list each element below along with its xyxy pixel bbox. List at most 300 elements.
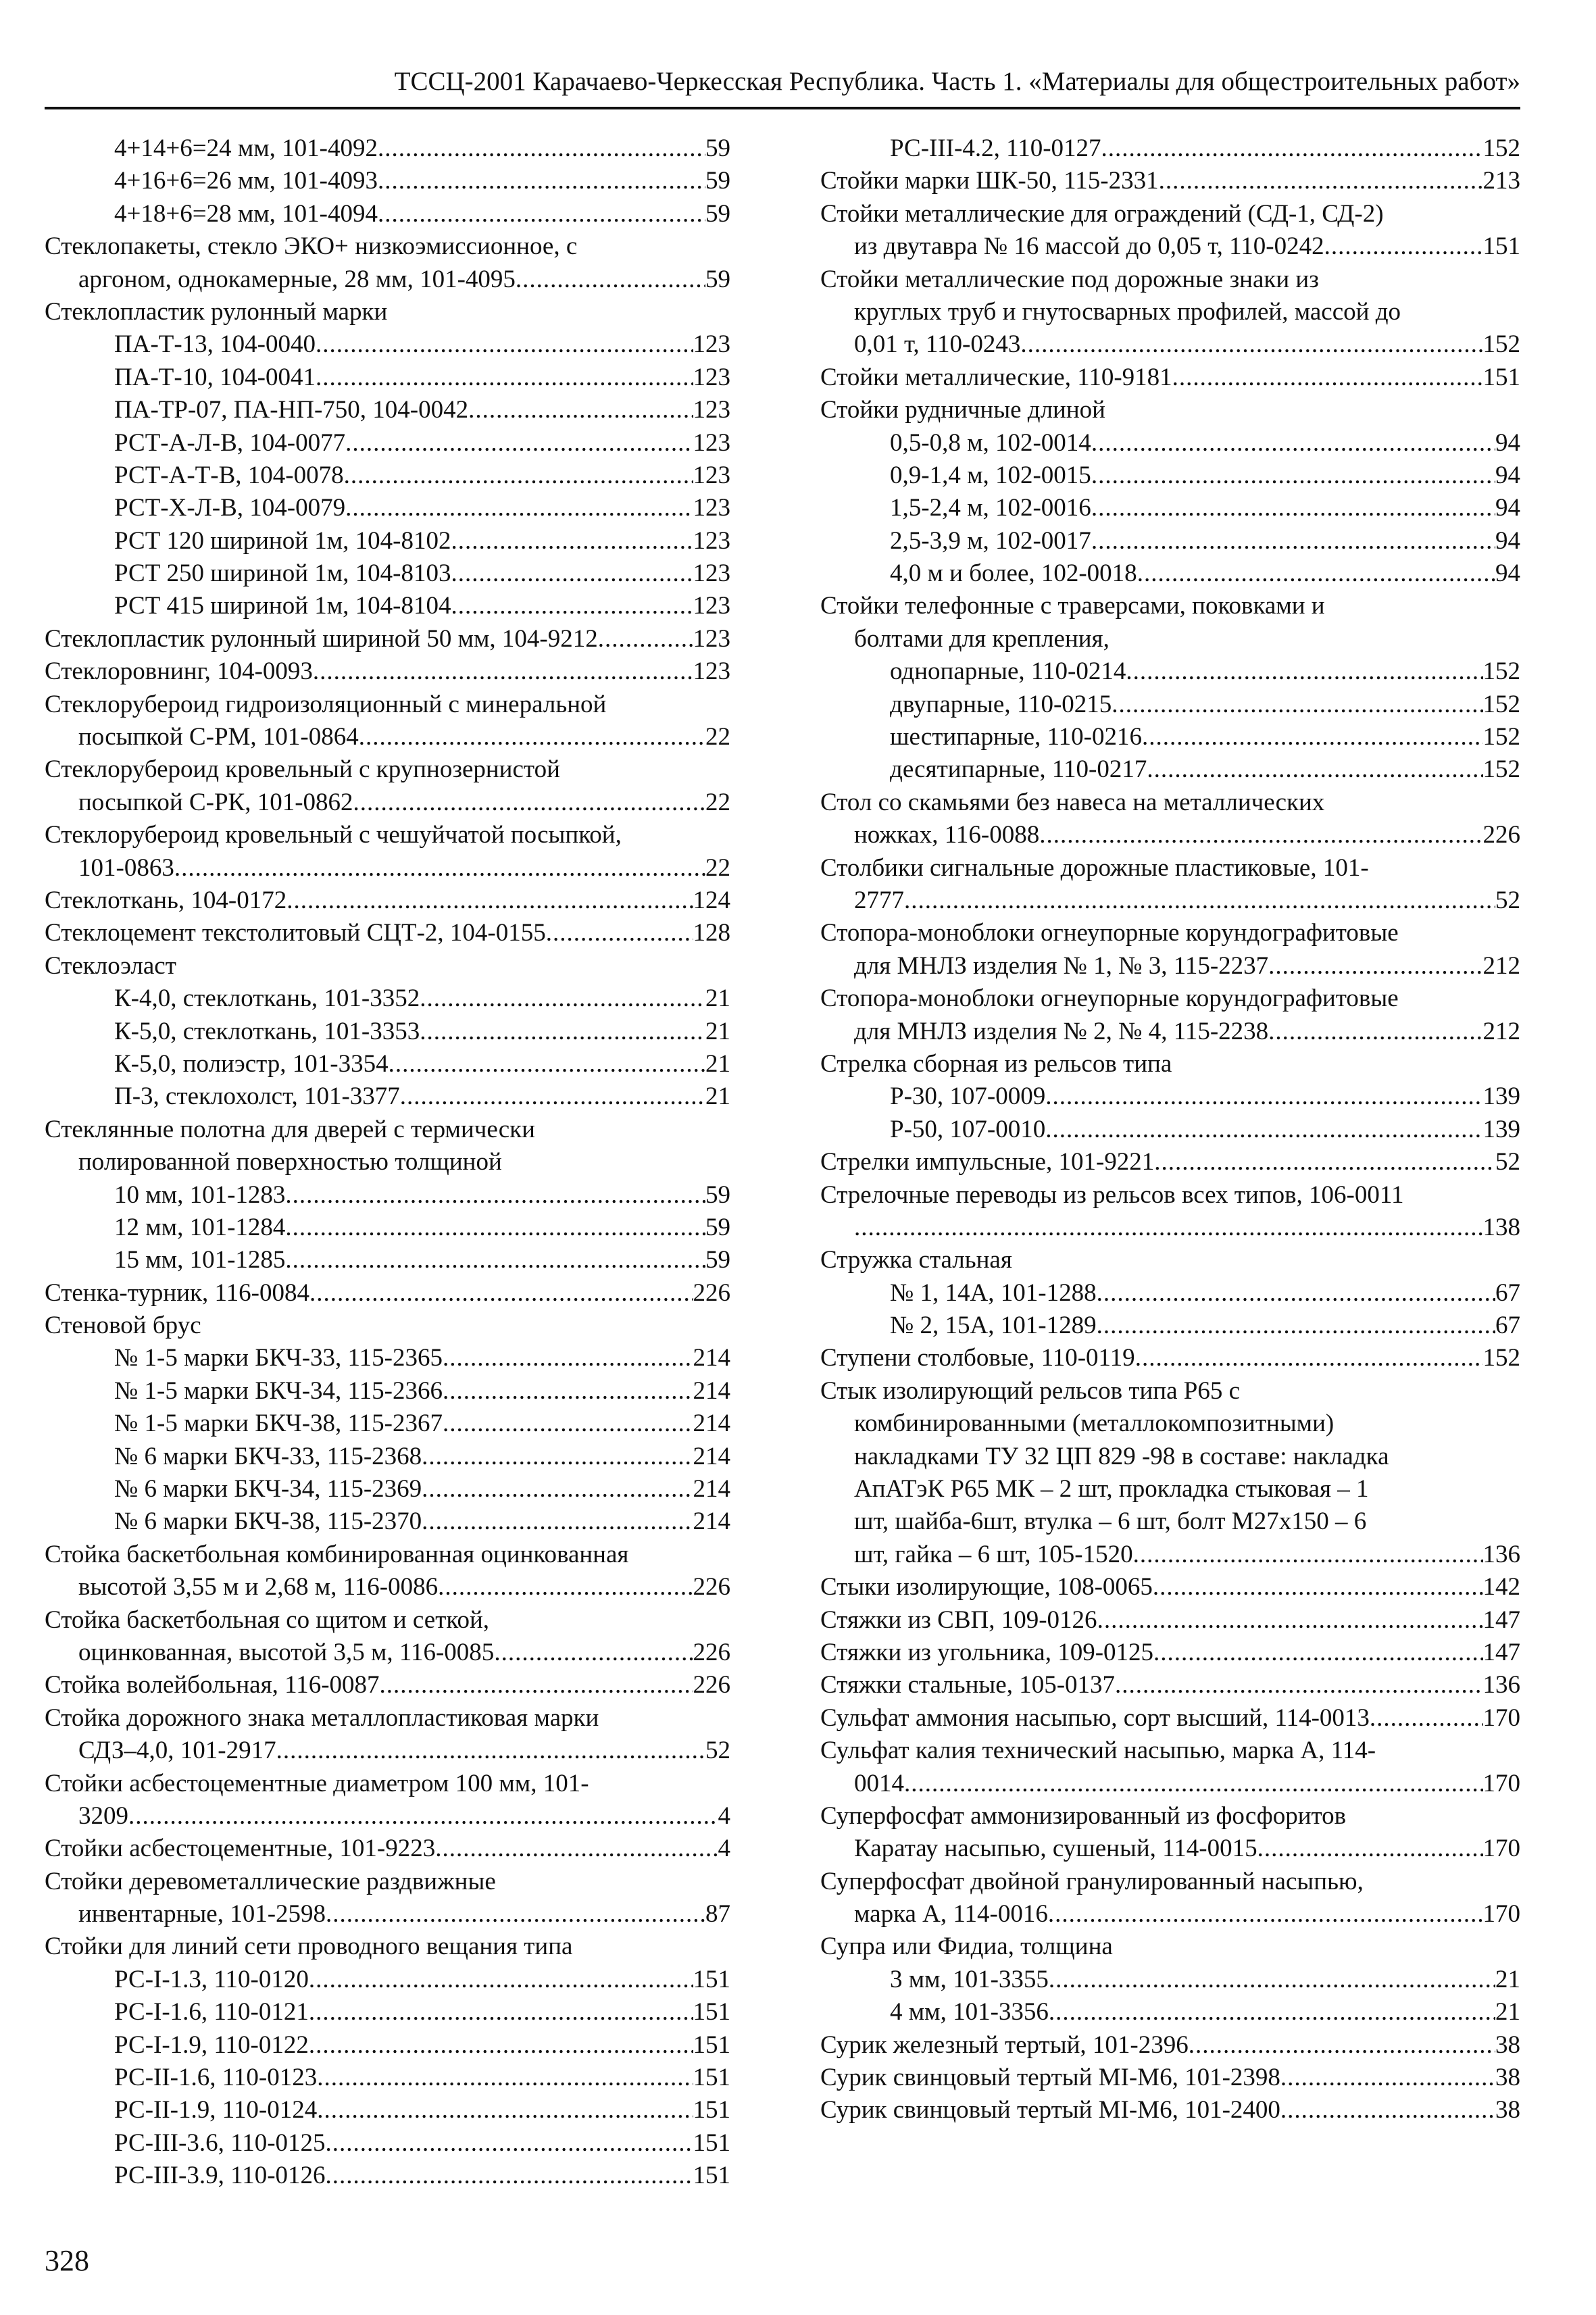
- entry-text: полированной поверхностью толщиной: [78, 1148, 502, 1176]
- index-entry-line: [45, 689, 730, 721]
- index-entry: [45, 1179, 730, 1212]
- index-entry-line: [820, 623, 1520, 655]
- page-ref: 21: [705, 1017, 730, 1045]
- entry-text: ножках, 116-0088: [854, 821, 1040, 849]
- page-ref: 151: [693, 2031, 730, 2059]
- entry-text: Сурик свинцовый тертый МI-М6, 101-2398: [820, 2064, 1280, 2092]
- index-entry-line: [820, 787, 1520, 819]
- page-ref: 22: [705, 788, 730, 816]
- index-entry-line: [820, 1571, 1520, 1603]
- index-entry-line: [45, 1342, 730, 1374]
- index-entry-line: [45, 623, 730, 655]
- page-ref: 151: [693, 2064, 730, 2092]
- page-ref: 123: [693, 363, 730, 391]
- index-entry-line: [820, 296, 1520, 328]
- page-ref: 214: [693, 1508, 730, 1536]
- index-entry: [820, 1571, 1520, 1603]
- index-entry-line: [45, 1735, 730, 1767]
- page-ref: 67: [1495, 1312, 1520, 1340]
- index-entry-line: [820, 1604, 1520, 1637]
- index-entry: [45, 1866, 730, 1931]
- index-entry: [820, 1996, 1520, 2028]
- dot-leader: [345, 492, 693, 524]
- dot-leader: [1101, 132, 1483, 165]
- dot-leader: [854, 1212, 1483, 1244]
- entry-text: Стеклоцемент текстолитовый СЦТ-2, 104-0155: [45, 919, 546, 947]
- index-entry: [45, 132, 730, 165]
- index-entry-line: [820, 362, 1520, 394]
- dot-leader: [1091, 525, 1495, 557]
- index-entry-line: [45, 2062, 730, 2094]
- index-entry: [45, 623, 730, 655]
- entry-text: Стойки асбестоцементные, 101-9223: [45, 1835, 436, 1863]
- index-entry: [820, 557, 1520, 590]
- index-entry-line: [45, 459, 730, 492]
- entry-text: Сурик железный тертый, 101-2396: [820, 2031, 1189, 2059]
- dot-leader: [1135, 1342, 1483, 1374]
- index-entry: [820, 1637, 1520, 1669]
- page-ref: 128: [693, 919, 730, 947]
- index-entry: [45, 362, 730, 394]
- entry-text: № 1-5 марки БКЧ-34, 115-2366: [114, 1376, 443, 1405]
- entry-text: Стеклопластик рулонный шириной 50 мм, 104-9212: [45, 624, 598, 653]
- index-entry: [45, 1505, 730, 1538]
- entry-text: Стрелочные переводы из рельсов всех типов, 106-0011: [820, 1180, 1404, 1209]
- dot-leader: [174, 852, 705, 885]
- index-entry-line: [820, 230, 1520, 263]
- index-entry-line: [820, 492, 1520, 524]
- dot-leader: [468, 394, 693, 426]
- index-entry-line: [45, 852, 730, 885]
- page-ref: 21: [705, 985, 730, 1013]
- entry-text: № 1, 14А, 101-1288: [890, 1278, 1097, 1307]
- index-entry-line: [45, 2160, 730, 2192]
- index-entry-line: [45, 1800, 730, 1833]
- dot-leader: [516, 264, 705, 296]
- entry-text: 10 мм, 101-1283: [114, 1180, 286, 1209]
- page-ref: 212: [1482, 951, 1520, 980]
- index-entry-line: [820, 394, 1520, 426]
- dot-leader: [420, 1016, 705, 1048]
- index-entry-line: [45, 655, 730, 688]
- index-entry: [820, 1375, 1520, 1571]
- index-entry: [820, 982, 1520, 1048]
- index-entry-line: [45, 427, 730, 459]
- page-ref: 214: [693, 1475, 730, 1503]
- index-entry: [820, 2029, 1520, 2062]
- index-entry-line: [45, 1473, 730, 1505]
- page-ref: 151: [693, 2162, 730, 2190]
- index-entry-line: [45, 721, 730, 753]
- index-entry-line: [45, 198, 730, 230]
- index-entry-line: [45, 1637, 730, 1669]
- index-entry-line: [45, 1179, 730, 1212]
- index-entry: [820, 1114, 1520, 1146]
- index-entry: [45, 753, 730, 819]
- index-column-right: [820, 132, 1520, 2127]
- index-entry-line: [820, 1441, 1520, 1473]
- index-entry-line: [820, 525, 1520, 557]
- entry-text: комбинированными (металлокомпозитными): [854, 1410, 1335, 1438]
- entry-text: РС-III-3.6, 110-0125: [114, 2129, 326, 2157]
- entry-text: РС-III-4.2, 110-0127: [890, 134, 1101, 162]
- index-entry-line: [820, 1702, 1520, 1735]
- entry-text: шестипарные, 110-0216: [890, 723, 1142, 751]
- entry-text: Стеклорубероид гидроизоляционный с минеральной: [45, 690, 607, 718]
- entry-text: СДЗ–4,0, 101-2917: [78, 1737, 276, 1765]
- page-ref: 38: [1495, 2096, 1520, 2124]
- entry-text: 2777: [854, 886, 904, 914]
- page-ref: 59: [705, 1213, 730, 1241]
- page-ref: 152: [1482, 134, 1520, 162]
- page-ref: 212: [1482, 1017, 1520, 1045]
- index-entry-line: [820, 917, 1520, 949]
- entry-text: 12 мм, 101-1284: [114, 1213, 286, 1241]
- entry-text: 101-0863: [78, 853, 174, 882]
- index-entry: [820, 2062, 1520, 2094]
- dot-leader: [286, 885, 693, 917]
- page-number: 328: [45, 2244, 89, 2277]
- entry-text: Стяжки из угольника, 109-0125: [820, 1638, 1154, 1666]
- index-entry-line: [820, 2029, 1520, 2062]
- index-entry: [820, 1048, 1520, 1080]
- index-entry-line: [45, 982, 730, 1015]
- dot-leader: [420, 982, 705, 1015]
- entry-text: ПА-Т-13, 104-0040: [114, 330, 316, 359]
- index-entry: [45, 230, 730, 296]
- index-entry: [820, 2094, 1520, 2126]
- entry-text: Сульфат аммония насыпью, сорт высший, 114-0013: [820, 1703, 1370, 1732]
- index-entry: [45, 2062, 730, 2094]
- index-entry-line: [45, 787, 730, 819]
- index-entry: [45, 655, 730, 688]
- dot-leader: [378, 198, 705, 230]
- page-ref: 59: [705, 199, 730, 228]
- index-entry: [45, 1539, 730, 1604]
- entry-text: 0014: [854, 1769, 904, 1797]
- dot-leader: [313, 655, 693, 688]
- page-ref: 22: [705, 853, 730, 882]
- index-entry: [820, 852, 1520, 918]
- index-entry-line: [45, 1408, 730, 1440]
- page-ref: 59: [705, 265, 730, 293]
- entry-text: для МНЛЗ изделия № 2, № 4, 115-2238: [854, 1017, 1269, 1045]
- index-entry: [820, 1800, 1520, 1866]
- index-entry-line: [820, 852, 1520, 885]
- entry-text: 4 мм, 101-3356: [890, 1998, 1049, 2026]
- dot-leader: [1020, 328, 1482, 361]
- index-entry: [820, 1669, 1520, 1701]
- entry-text: Стрелки импульсные, 101-9221: [820, 1148, 1155, 1176]
- entry-text: шт, гайка – 6 шт, 105-1520: [854, 1540, 1133, 1568]
- dot-leader: [309, 1996, 693, 2028]
- entry-text: Стыки изолирующие, 108-0065: [820, 1573, 1153, 1601]
- index-entry: [45, 885, 730, 917]
- page-ref: 59: [705, 1246, 730, 1274]
- dot-leader: [1280, 2094, 1495, 2126]
- page-ref: 151: [693, 2129, 730, 2157]
- page-ref: 52: [1495, 886, 1520, 914]
- entry-text: К-4,0, стеклоткань, 101-3352: [114, 985, 420, 1013]
- index-entry-line: [820, 1016, 1520, 1048]
- entry-text: Стойка дорожного знака металлопластиковая марки: [45, 1703, 599, 1732]
- index-entry: [820, 1277, 1520, 1310]
- dot-leader: [422, 1505, 693, 1538]
- entry-text: Стяжки стальные, 105-0137: [820, 1671, 1116, 1699]
- index-entry-line: [45, 1898, 730, 1931]
- index-entry: [45, 1931, 730, 1963]
- dot-leader: [1153, 1637, 1482, 1669]
- index-entry-line: [45, 1931, 730, 1963]
- page-ref: 123: [693, 461, 730, 489]
- index-entry: [45, 198, 730, 230]
- index-entry-line: [45, 362, 730, 394]
- entry-text: Стеклопакеты, стекло ЭКО+ низкоэмиссионное, с: [45, 232, 578, 261]
- page-ref: 139: [1482, 1115, 1520, 1143]
- entry-text: шт, шайба-6шт, втулка – 6 шт, болт М27х150 – 6: [854, 1508, 1367, 1536]
- page-ref: 124: [693, 886, 730, 914]
- page-ref: 142: [1482, 1573, 1520, 1601]
- dot-leader: [904, 885, 1495, 917]
- dot-leader: [1153, 1571, 1483, 1603]
- index-entry: [45, 2029, 730, 2062]
- index-entry-line: [45, 885, 730, 917]
- index-entry: [45, 982, 730, 1015]
- dot-leader: [276, 1735, 705, 1767]
- index-entry: [820, 394, 1520, 426]
- page-ref: 123: [693, 526, 730, 555]
- dot-leader: [451, 557, 693, 590]
- entry-text: РС-I-1.3, 110-0120: [114, 1965, 309, 1993]
- entry-text: Стойки металлические под дорожные знаки из: [820, 265, 1319, 293]
- index-entry: [820, 1604, 1520, 1637]
- entry-text: двупарные, 110-0215: [890, 690, 1112, 718]
- dot-leader: [1159, 165, 1483, 197]
- entry-text: ПА-ТР-07, ПА-НП-750, 104-0042: [114, 396, 469, 424]
- index-entry: [45, 525, 730, 557]
- index-entry: [45, 2094, 730, 2126]
- index-entry: [45, 1048, 730, 1080]
- index-entry: [45, 1342, 730, 1374]
- entry-text: К-5,0, полиэстр, 101-3354: [114, 1049, 389, 1078]
- index-entry: [45, 296, 730, 328]
- index-entry-line: [45, 328, 730, 361]
- index-entry-line: [820, 1244, 1520, 1276]
- index-entry: [45, 427, 730, 459]
- entry-text: 3 мм, 101-3355: [890, 1965, 1049, 1993]
- dot-leader: [1097, 1277, 1495, 1310]
- entry-text: 2,5-3,9 м, 102-0017: [890, 526, 1091, 555]
- dot-leader: [1091, 459, 1495, 492]
- index-entry-line: [820, 2062, 1520, 2094]
- entry-text: № 6 марки БКЧ-38, 115-2370: [114, 1508, 422, 1536]
- dot-leader: [1115, 1669, 1482, 1701]
- index-entry: [45, 1833, 730, 1865]
- dot-leader: [316, 362, 693, 394]
- index-entry: [820, 165, 1520, 197]
- index-entry: [45, 1473, 730, 1505]
- dot-leader: [443, 1375, 693, 1408]
- index-entry-line: [45, 132, 730, 165]
- dot-leader: [438, 1571, 693, 1603]
- entry-text: Стойки асбестоцементные диаметром 100 мм, 101-: [45, 1769, 589, 1797]
- index-entry-line: [820, 328, 1520, 361]
- index-entry-line: [45, 557, 730, 590]
- dot-leader: [1091, 492, 1495, 524]
- index-entry-line: [820, 1277, 1520, 1310]
- entry-text: круглых труб и гнутосварных профилей, массой до: [854, 297, 1401, 326]
- entry-text: высотой 3,55 м и 2,68 м, 116-0086: [78, 1573, 439, 1601]
- index-entry: [820, 655, 1520, 688]
- entry-text: Стрелка сборная из рельсов типа: [820, 1049, 1172, 1078]
- index-entry: [45, 1441, 730, 1473]
- dot-leader: [1268, 950, 1482, 982]
- dot-leader: [1142, 721, 1483, 753]
- page-ref: 94: [1495, 559, 1520, 588]
- page-ref: 4: [718, 1835, 730, 1863]
- index-entry-line: [45, 525, 730, 557]
- entry-text: 3209: [78, 1801, 128, 1830]
- entry-text: Р-30, 107-0009: [890, 1082, 1046, 1111]
- index-entry: [45, 819, 730, 885]
- index-entry-line: [45, 1768, 730, 1800]
- page-ref: 59: [705, 167, 730, 195]
- index-entry-line: [820, 982, 1520, 1015]
- index-entry: [820, 1310, 1520, 1342]
- page-ref: 170: [1482, 1835, 1520, 1863]
- dot-leader: [285, 1179, 705, 1212]
- page-ref: 123: [693, 657, 730, 686]
- dot-leader: [1268, 1016, 1482, 1048]
- index-entry: [820, 525, 1520, 557]
- entry-text: Стеклорубероид кровельный с чешуйчатой посыпкой,: [45, 821, 622, 849]
- entry-text: марка А, 114-0016: [854, 1900, 1048, 1928]
- index-entry-line: [820, 753, 1520, 786]
- index-entry-line: [45, 590, 730, 622]
- dot-leader: [128, 1800, 718, 1833]
- entry-text: десятипарные, 110-0217: [890, 755, 1147, 784]
- page-ref: 123: [693, 428, 730, 457]
- index-entry: [45, 1768, 730, 1833]
- entry-text: ПА-Т-10, 104-0041: [114, 363, 316, 391]
- index-entry-line: [820, 1800, 1520, 1833]
- dot-leader: [317, 2062, 693, 2094]
- entry-text: № 6 марки БКЧ-34, 115-2369: [114, 1475, 422, 1503]
- index-entry-line: [820, 1310, 1520, 1342]
- entry-text: Стойки деревометаллические раздвижные: [45, 1867, 496, 1895]
- index-entry-line: [45, 1146, 730, 1178]
- entry-text: 4,0 м и более, 102-0018: [890, 559, 1137, 588]
- index-entry: [820, 1179, 1520, 1245]
- dot-leader: [1154, 1146, 1495, 1178]
- dot-leader: [451, 590, 693, 622]
- index-entry-line: [820, 198, 1520, 230]
- entry-text: АпАТэК Р65 МК – 2 шт, прокладка стыковая – 1: [854, 1475, 1369, 1503]
- index-entry-line: [820, 1375, 1520, 1408]
- index-entry-line: [45, 950, 730, 982]
- index-entry-line: [820, 427, 1520, 459]
- page-ref: 59: [705, 134, 730, 162]
- index-entry: [45, 917, 730, 949]
- page-ref: 152: [1482, 1344, 1520, 1372]
- page-ref: 151: [693, 1998, 730, 2026]
- dot-leader: [380, 1669, 693, 1701]
- index-entry-line: [820, 1048, 1520, 1080]
- index-entry: [45, 2127, 730, 2160]
- entry-text: Стеклянные полотна для дверей с термически: [45, 1115, 535, 1143]
- entry-text: № 6 марки БКЧ-33, 115-2368: [114, 1442, 422, 1470]
- dot-leader: [422, 1441, 693, 1473]
- entry-text: 15 мм, 101-1285: [114, 1246, 286, 1274]
- index-entry-line: [45, 2029, 730, 2062]
- index-column-left: [45, 132, 730, 2193]
- index-entry: [45, 1702, 730, 1768]
- index-entry: [820, 459, 1520, 492]
- index-entry: [45, 1408, 730, 1440]
- index-entry-line: [820, 165, 1520, 197]
- entry-text: Стеновой брус: [45, 1312, 201, 1340]
- index-entry-line: [820, 1473, 1520, 1505]
- entry-text: П-3, стеклохолст, 101-3377: [114, 1082, 400, 1111]
- page-ref: 226: [1482, 821, 1520, 849]
- index-entry-line: [820, 1735, 1520, 1767]
- dot-leader: [316, 328, 693, 361]
- index-entry-line: [45, 1244, 730, 1276]
- entry-text: Стойка баскетбольная со щитом и сеткой,: [45, 1605, 490, 1634]
- page-ref: 170: [1482, 1900, 1520, 1928]
- index-entry-line: [820, 819, 1520, 851]
- dot-leader: [494, 1637, 693, 1669]
- index-entry-line: [820, 1768, 1520, 1800]
- index-entry: [820, 362, 1520, 394]
- index-entry: [820, 1244, 1520, 1276]
- page-ref: 21: [705, 1049, 730, 1078]
- entry-text: Стопора-моноблоки огнеупорные корундографитовые: [820, 985, 1399, 1013]
- page-ref: 22: [705, 723, 730, 751]
- dot-leader: [285, 1244, 705, 1276]
- index-entry-line: [45, 1964, 730, 1996]
- page-ref: 136: [1482, 1540, 1520, 1568]
- index-entry: [820, 917, 1520, 982]
- index-entry-line: [820, 1833, 1520, 1865]
- entry-text: Стойки металлические, 110-9181: [820, 363, 1172, 391]
- page-ref: 170: [1482, 1703, 1520, 1732]
- dot-leader: [1049, 1964, 1495, 1996]
- entry-text: 1,5-2,4 м, 102-0016: [890, 494, 1091, 522]
- entry-text: оцинкованная, высотой 3,5 м, 116-0085: [78, 1638, 495, 1666]
- entry-text: Стойки металлические для ограждений (СД-1, СД-2): [820, 199, 1384, 228]
- index-entry: [820, 1964, 1520, 1996]
- page-ref: 214: [693, 1376, 730, 1405]
- dot-leader: [1126, 655, 1482, 688]
- page-ref: 123: [693, 494, 730, 522]
- dot-leader: [904, 1768, 1483, 1800]
- page-ref: 123: [693, 592, 730, 620]
- dot-leader: [1049, 1996, 1495, 2028]
- index-entry: [45, 1080, 730, 1113]
- dot-leader: [285, 1212, 705, 1244]
- entry-text: Стойки телефонные с траверсами, поковками и: [820, 592, 1325, 620]
- index-entry: [820, 1931, 1520, 1963]
- index-entry-line: [45, 1996, 730, 2028]
- index-entry: [45, 1212, 730, 1244]
- entry-text: Стружка стальная: [820, 1246, 1012, 1274]
- page-ref: 136: [1482, 1671, 1520, 1699]
- index-entry-line: [820, 721, 1520, 753]
- index-entry: [820, 753, 1520, 786]
- entry-text: Стойка волейбольная, 116-0087: [45, 1671, 380, 1699]
- dot-leader: [1048, 1898, 1483, 1931]
